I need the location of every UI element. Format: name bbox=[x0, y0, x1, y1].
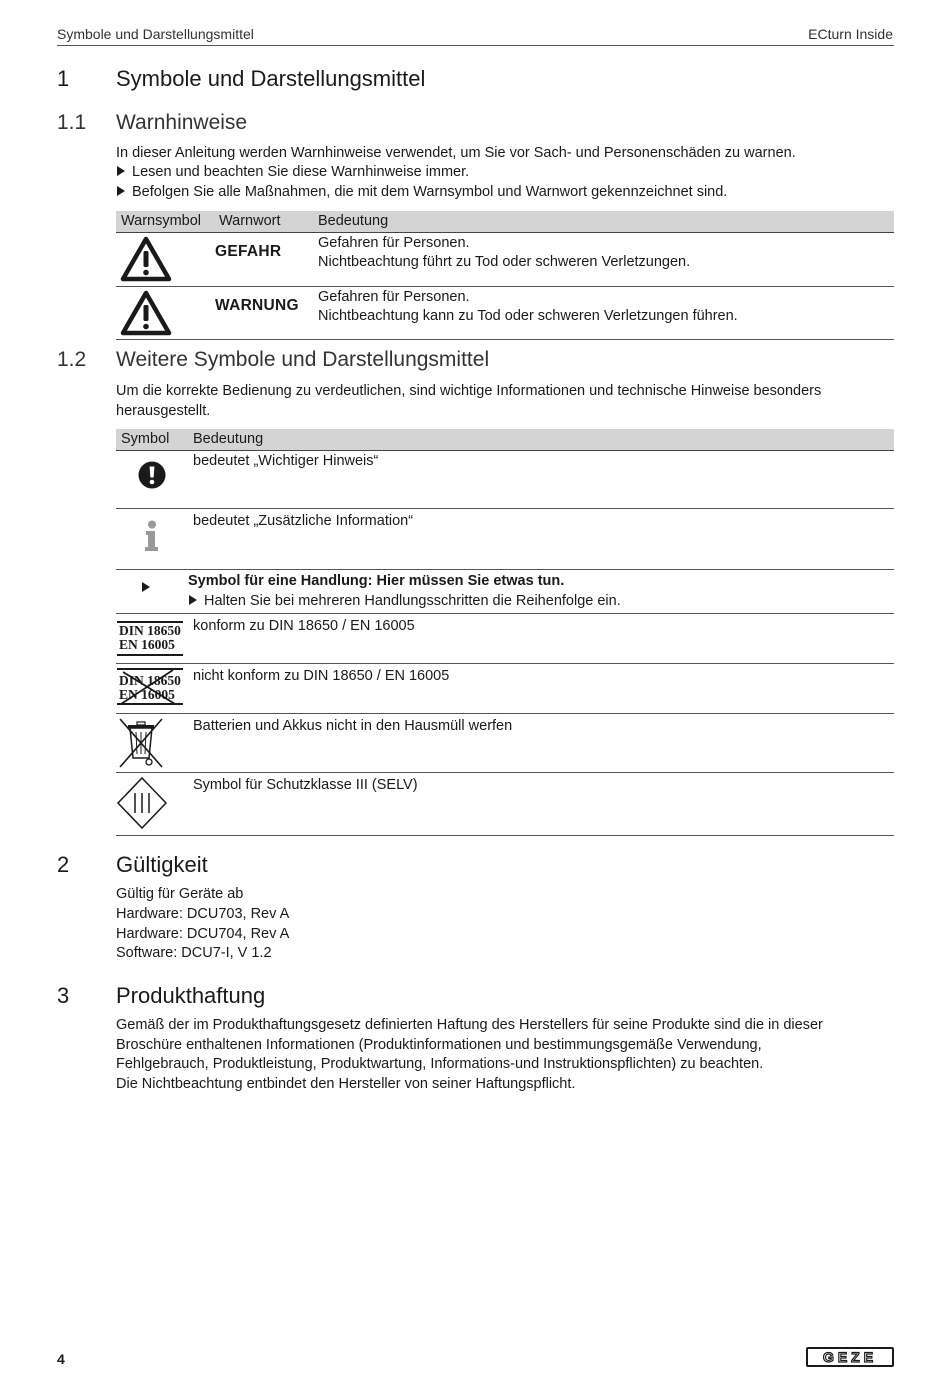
table-row-divider bbox=[116, 339, 894, 340]
protection-class-iii-icon bbox=[116, 776, 168, 830]
section-1-title: Symbole und Darstellungsmittel bbox=[116, 66, 426, 91]
symbol-text-action: Symbol für eine Handlung: Hier müssen Sie etwas tun. bbox=[188, 573, 565, 589]
header-rule bbox=[57, 45, 894, 46]
warn-bullet-2: Befolgen Sie alle Maßnahmen, die mit dem Warnsymbol und Warnwort gekennzeichnet sind. bbox=[117, 183, 727, 203]
col-warnwort: Warnwort bbox=[219, 213, 281, 229]
page-number: 4 bbox=[57, 1351, 65, 1367]
validity-line: Gültig für Geräte ab bbox=[116, 886, 244, 902]
col-warnsymbol: Warnsymbol bbox=[121, 213, 202, 229]
symbol-text-battery: Batterien und Akkus nicht in den Hausmüll werfen bbox=[193, 718, 513, 734]
liability-line: Broschüre enthaltenen Informationen (Produktinformationen und bestimmungsgemäße Verwendung, bbox=[116, 1037, 762, 1053]
table-row-divider bbox=[116, 835, 894, 836]
table-row-divider bbox=[116, 286, 894, 287]
warn-bullet-1: Lesen und beachten Sie diese Warnhinweise immer. bbox=[117, 163, 469, 183]
symbols-intro-line1: Um die korrekte Bedienung zu verdeutlichen, sind wichtige Informationen und technische Hinweise besonders bbox=[116, 383, 822, 399]
action-arrow-icon bbox=[142, 582, 150, 592]
signal-word-gefahr: GEFAHR bbox=[215, 243, 282, 260]
info-icon bbox=[143, 520, 161, 552]
symbols-table-header bbox=[116, 429, 894, 451]
din-nonconform-icon: DIN 18650 EN 16005 bbox=[117, 668, 185, 706]
col-bedeutung: Bedeutung bbox=[318, 213, 389, 229]
col-bedeutung: Bedeutung bbox=[193, 431, 264, 447]
weee-bin-icon bbox=[118, 717, 166, 769]
section-2-number: 2 bbox=[57, 852, 70, 877]
action-sub-bullet: Halten Sie bei mehreren Handlungsschritten die Reihenfolge ein. bbox=[189, 592, 621, 611]
warn-intro: In dieser Anleitung werden Warnhinweise verwendet, um Sie vor Sach- und Personenschäden zu warnen. bbox=[116, 145, 796, 161]
section-3-number: 3 bbox=[57, 983, 70, 1008]
liability-line: Die Nichtbeachtung entbindet den Hersteller von seiner Haftungspflicht. bbox=[116, 1076, 576, 1092]
important-exclamation-icon bbox=[138, 461, 166, 489]
symbol-text-info: bedeutet „Zusätzliche Information“ bbox=[193, 513, 414, 529]
section-2-title: Gültigkeit bbox=[116, 852, 208, 877]
table-row-divider bbox=[116, 772, 894, 773]
running-header-left: Symbole und Darstellungsmittel bbox=[57, 26, 254, 42]
liability-line: Gemäß der im Produkthaftungsgesetz definierten Haftung des Herstellers für seine Produkte sind die in dieser bbox=[116, 1017, 823, 1033]
col-symbol: Symbol bbox=[121, 431, 170, 447]
validity-line: Software: DCU7-I, V 1.2 bbox=[116, 945, 272, 961]
warning-table-header bbox=[116, 211, 894, 233]
action-arrow-icon bbox=[117, 186, 125, 196]
section-1-1-number: 1.1 bbox=[57, 111, 87, 134]
table-row-divider bbox=[116, 569, 894, 570]
action-arrow-icon bbox=[189, 595, 197, 605]
warning-triangle-icon bbox=[120, 236, 172, 282]
din-conform-icon: DIN 18650 EN 16005 bbox=[117, 621, 185, 657]
section-1-number: 1 bbox=[57, 66, 70, 91]
warning-triangle-icon bbox=[120, 290, 172, 336]
table-row-divider bbox=[116, 613, 894, 614]
validity-line: Hardware: DCU704, Rev A bbox=[116, 926, 290, 942]
action-arrow-icon bbox=[117, 166, 125, 176]
warnung-meaning-line2: Nichtbeachtung kann zu Tod oder schweren Verletzungen führen. bbox=[318, 308, 738, 324]
validity-line: Hardware: DCU703, Rev A bbox=[116, 906, 290, 922]
symbols-intro-line2: herausgestellt. bbox=[116, 403, 211, 419]
section-1-2-number: 1.2 bbox=[57, 348, 87, 371]
symbol-text-din-conform: konform zu DIN 18650 / EN 16005 bbox=[193, 618, 415, 634]
symbol-text-din-nonconform: nicht konform zu DIN 18650 / EN 16005 bbox=[193, 668, 450, 684]
table-row-divider bbox=[116, 508, 894, 509]
gefahr-meaning-line1: Gefahren für Personen. bbox=[318, 235, 470, 251]
gefahr-meaning-line2: Nichtbeachtung führt zu Tod oder schweren Verletzungen. bbox=[318, 254, 691, 270]
symbol-text-important: bedeutet „Wichtiger Hinweis“ bbox=[193, 453, 379, 469]
geze-logo: GEZE bbox=[806, 1347, 894, 1367]
warnung-meaning-line1: Gefahren für Personen. bbox=[318, 289, 470, 305]
section-1-1-title: Warnhinweise bbox=[116, 111, 248, 134]
section-3-title: Produkthaftung bbox=[116, 983, 266, 1008]
table-row-divider bbox=[116, 713, 894, 714]
symbol-text-protection-class: Symbol für Schutzklasse III (SELV) bbox=[193, 777, 418, 793]
table-row-divider bbox=[116, 663, 894, 664]
running-header-right: ECturn Inside bbox=[808, 26, 893, 42]
section-1-2-title: Weitere Symbole und Darstellungsmittel bbox=[116, 348, 490, 371]
signal-word-warnung: WARNUNG bbox=[215, 297, 299, 314]
liability-line: Fehlgebrauch, Produktleistung, Produktwartung, Informations-und Instruktionspflichten) zu beachten. bbox=[116, 1056, 764, 1072]
